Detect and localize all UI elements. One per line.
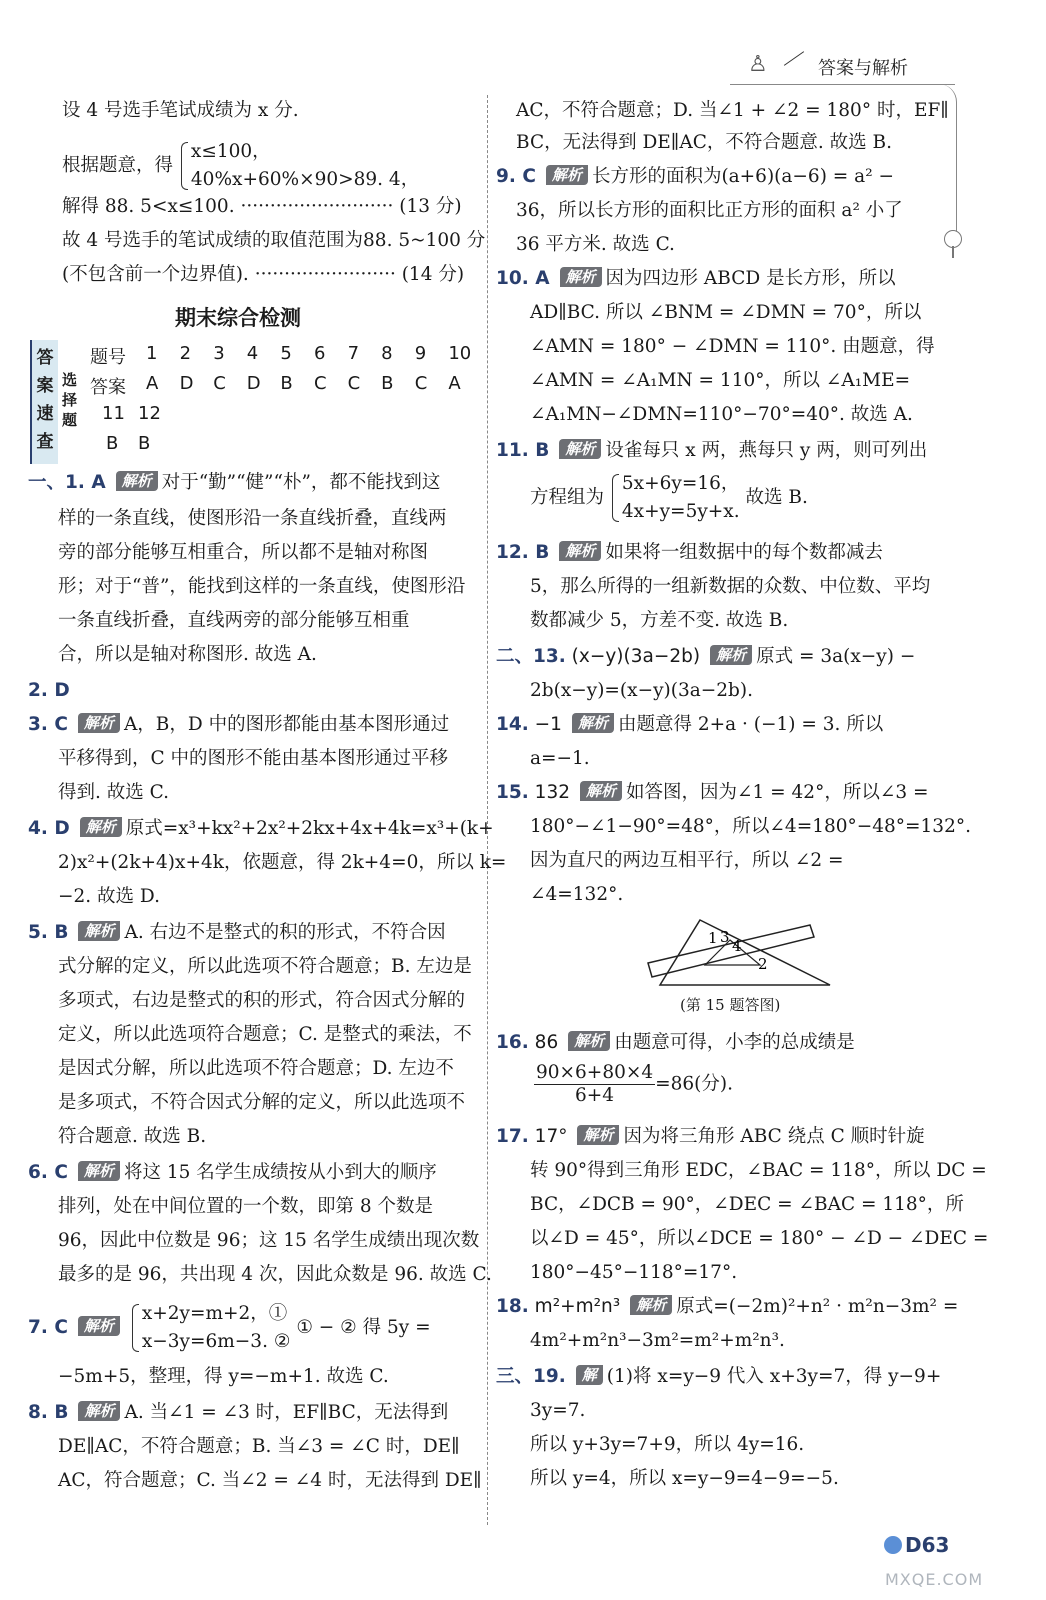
angle-label: 3 (720, 928, 730, 946)
question-19: 三、19. 解 (1)将 x=y−9 代入 x+3y=7，得 y−9+ (496, 1366, 942, 1387)
analysis-badge: 解析 (568, 1031, 610, 1051)
angle-label: 2 (758, 955, 768, 973)
text-line: 36 平方米. 故选 C. (516, 234, 675, 255)
teacher-icon: ♙ (748, 52, 768, 77)
question-7: 7. C 解析 x+2y=m+2，① x−3y=6m−3. ② ① − ② 得 5y = (28, 1300, 431, 1356)
text-line: ∠AMN = 180° − ∠DMN = 110°. 由题意，得 (530, 336, 935, 357)
text-line: ∠A₁MN−∠DMN=110°−70°=40°. 故选 A. (530, 404, 913, 425)
intro-line: 设 4 号选手笔试成绩为 x 分. (62, 100, 299, 121)
quick-check-label: 答案速查 (30, 340, 58, 464)
analysis-badge: 解析 (80, 817, 122, 837)
analysis-badge: 解析 (78, 1401, 120, 1421)
page-header (730, 52, 960, 84)
header-rule (730, 84, 955, 85)
figure-caption: (第 15 题答图) (680, 996, 781, 1014)
answer-grid-row: 11 12 (102, 403, 161, 424)
question-5: 5. B 解析 A. 右边不是整式的积的形式，不符合因 (28, 922, 446, 943)
equation-system: 5x+6y=16， 4x+y=5y+x. (610, 470, 740, 526)
text-line: 旁的部分能够互相重合，所以都不是轴对称图 (58, 542, 429, 563)
question-12: 12. B 解析 如果将一组数据中的每个数都减去 (496, 542, 883, 563)
watermark: MXQE.COM (885, 1570, 984, 1589)
question-13: 二、13. (x−y)(3a−2b) 解析 原式 = 3a(x−y) − (496, 646, 916, 667)
text-line: 以∠D = 45°，所以∠DCE = 180° − ∠D − ∠DEC = (530, 1228, 989, 1249)
column-divider (487, 95, 488, 1525)
text-line: 方程组为 5x+6y=16， 4x+y=5y+x. 故选 B. (530, 470, 808, 526)
text-line: 平移得到，C 中的图形不能由基本图形通过平移 (58, 748, 449, 769)
text-line: −5m+5，整理，得 y=−m+1. 故选 C. (58, 1366, 389, 1387)
analysis-badge: 解析 (572, 713, 614, 733)
text-line: 合，所以是轴对称图形. 故选 A. (58, 644, 317, 665)
equation-system: x≤100， 40%x+60%×90>89. 4， (179, 138, 419, 194)
text-line: 2b(x−y)=(x−y)(3a−2b). (530, 680, 753, 701)
analysis-badge: 解析 (546, 165, 588, 185)
text-line: AC，符合题意；C. 当∠2 = ∠4 时，无法得到 DE∥ (58, 1470, 482, 1491)
text-line: 是多项式，不符合因式分解的定义，所以此选项不 (58, 1092, 466, 1113)
text-line: 36，所以长方形的面积比正方形的面积 a² 小了 (516, 200, 903, 221)
question-1: 一、1. A 解析 对于“勤”“健”“朴”，都不能找到这 (28, 472, 441, 493)
fraction: $\frac{90\times 6+80\times 4}{6+4}$ (536, 1062, 654, 1106)
question-15: 15. 132 解析 如答图，因为∠1 = 42°，所以∠3 = (496, 782, 929, 803)
text-line: BC，∠DCB = 90°，∠DEC = ∠BAC = 118°，所 (530, 1194, 964, 1215)
text-line: 3y=7. (530, 1400, 586, 1421)
ruler-shape (648, 925, 814, 977)
question-18: 18. m²+m²n³ 解析 原式=(−2m)²+n² · m²n−3m² = (496, 1296, 959, 1317)
text-line: 样的一条直线，使图形沿一条直线折叠，直线两 (58, 508, 447, 529)
analysis-badge: 解析 (580, 781, 622, 801)
question-16: 16. 86 解析 由题意可得，小李的总成绩是 (496, 1032, 855, 1053)
analysis-badge: 解析 (559, 541, 601, 561)
page-number: D63 (905, 1533, 950, 1557)
analysis-badge: 解析 (78, 713, 120, 733)
text-line: 多项式，右边是整式的积的形式，符合因式分解的 (58, 990, 466, 1011)
text-line: 4m²+m²n³−3m²=m²+m²n³. (530, 1330, 785, 1351)
text-line: 5，那么所得的一组新数据的众数、中位数、平均 (530, 576, 931, 597)
question-14: 14. −1 解析 由题意得 2+a · (−1) = 3. 所以 (496, 714, 884, 735)
analysis-badge: 解析 (560, 267, 602, 287)
analysis-badge: 解析 (78, 921, 120, 941)
text-line: 2)x²+(2k+4)x+4k，依题意，得 2k+4=0，所以 k= (58, 852, 507, 873)
question-3: 3. C 解析 A，B，D 中的图形都能由基本图形通过 (28, 714, 450, 735)
text-line: ∠AMN = ∠A₁MN = 110°，所以 ∠A₁ME= (530, 370, 911, 391)
header-slash (784, 51, 804, 66)
text-line: 180°−∠1−90°=48°，所以∠4=180°−48°=132°. (530, 816, 971, 837)
text-line: 所以 y+3y=7+9，所以 4y=16. (530, 1434, 805, 1455)
solution-badge: 解 (576, 1365, 603, 1385)
intro-line: 故 4 号选手的笔试成绩的取值范围为88. 5~100 分 (62, 230, 486, 251)
text-line: ∠4=132°. (530, 884, 624, 905)
section-title: 期末综合检测 (175, 306, 301, 330)
analysis-badge: 解析 (630, 1295, 672, 1315)
equation-system: x+2y=m+2，① x−3y=6m−3. ② (130, 1300, 291, 1356)
text-line: BC，无法得到 DE∥AC，不符合题意. 故选 B. (516, 132, 892, 153)
text-line: AC，不符合题意；D. 当∠1 + ∠2 = 180° 时，EF∥ (516, 100, 949, 121)
question-17: 17. 17° 解析 因为将三角形 ABC 绕点 C 顺时针旋 (496, 1126, 925, 1147)
answer-grid-row: 答案 A D C D B C C B C A (90, 373, 461, 398)
analysis-badge: 解析 (78, 1316, 120, 1336)
text-line: 是因式分解，所以此选项不符合题意；D. 左边不 (58, 1058, 454, 1079)
text-line: 96，因此中位数是 96；这 15 名学生成绩出现次数 (58, 1230, 480, 1251)
angle-label: 1 (708, 929, 718, 947)
grid-answer-label: 答案 (90, 377, 126, 398)
text-line: a=−1. (530, 748, 590, 769)
text-line: 一条直线折叠，直线两旁的部分能够互相重 (58, 610, 410, 631)
intro-line: 解得 88. 5<x≤100. ·························· (13 分) (62, 196, 462, 217)
question-2: 2. D (28, 680, 70, 701)
answer-grid-row: 题号 1 2 3 4 5 6 7 8 9 10 (90, 343, 472, 368)
text-line: 得到. 故选 C. (58, 782, 170, 803)
text-line: 排列，处在中间位置的一个数，即第 8 个数是 (58, 1196, 434, 1217)
page-number-icon (884, 1536, 902, 1554)
text-line: −2. 故选 D. (58, 886, 160, 907)
analysis-badge: 解析 (78, 1161, 120, 1181)
text-line: AD∥BC. 所以 ∠BNM = ∠DMN = 70°，所以 (530, 302, 922, 323)
grid-header-label: 题号 (90, 347, 126, 368)
question-11: 11. B 解析 设雀每只 x 两，燕每只 y 两，则可列出 (496, 440, 928, 461)
text-line: DE∥AC，不符合题意；B. 当∠3 = ∠C 时，DE∥ (58, 1436, 460, 1457)
ring-tail (952, 246, 954, 258)
text-line: $\frac{90\times 6+80\times 4}{6+4}$ =86(分). (536, 1062, 733, 1106)
text-line: 符合题意. 故选 B. (58, 1126, 207, 1147)
question-8: 8. B 解析 A. 当∠1 = ∠3 时，EF∥BC，无法得到 (28, 1402, 449, 1423)
answer-grid-row: B B (106, 433, 151, 454)
text-line: 形；对于“普”，能找到这样的一条直线，使图形沿 (58, 576, 466, 597)
question-4: 4. D 解析 原式=x³+kx²+2x²+2kx+4x+4k=x³+(k+ (28, 818, 494, 839)
text-line: 式分解的定义，所以此选项不符合题意；B. 左边是 (58, 956, 472, 977)
text-line: 所以 y=4，所以 x=y−9=4−9=−5. (530, 1468, 839, 1489)
question-10: 10. A 解析 因为四边形 ABCD 是长方形，所以 (496, 268, 896, 289)
analysis-badge: 解析 (710, 645, 752, 665)
header-title: 答案与解析 (818, 58, 908, 79)
text-line: 因为直尺的两边互相平行，所以 ∠2 = (530, 850, 844, 871)
text-line: 数都减少 5，方差不变. 故选 B. (530, 610, 789, 631)
ruler-triangle-figure (640, 915, 840, 990)
intro-line: 根据题意，得 x≤100， 40%x+60%×90>89. 4， (62, 138, 419, 194)
analysis-badge: 解析 (559, 439, 601, 459)
analysis-badge: 解析 (116, 471, 158, 491)
text-line: 定义，所以此选项符合题意；C. 是整式的乘法，不 (58, 1024, 472, 1045)
text-line: 180°−45°−118°=17°. (530, 1262, 738, 1283)
choice-label: 选择题 (62, 371, 78, 429)
angle-label: 4 (732, 937, 742, 955)
analysis-badge: 解析 (577, 1125, 619, 1145)
text-line: 最多的是 96，共出现 4 次，因此众数是 96. 故选 C. (58, 1264, 492, 1285)
question-6: 6. C 解析 将这 15 名学生成绩按从小到大的顺序 (28, 1162, 437, 1183)
text-line: 转 90°得到三角形 EDC，∠BAC = 118°，所以 DC = (530, 1160, 987, 1181)
question-9: 9. C 解析 长方形的面积为(a+6)(a−6) = a² − (496, 166, 894, 187)
intro-line: (不包含前一个边界值). ························ (14 分) (62, 264, 465, 285)
